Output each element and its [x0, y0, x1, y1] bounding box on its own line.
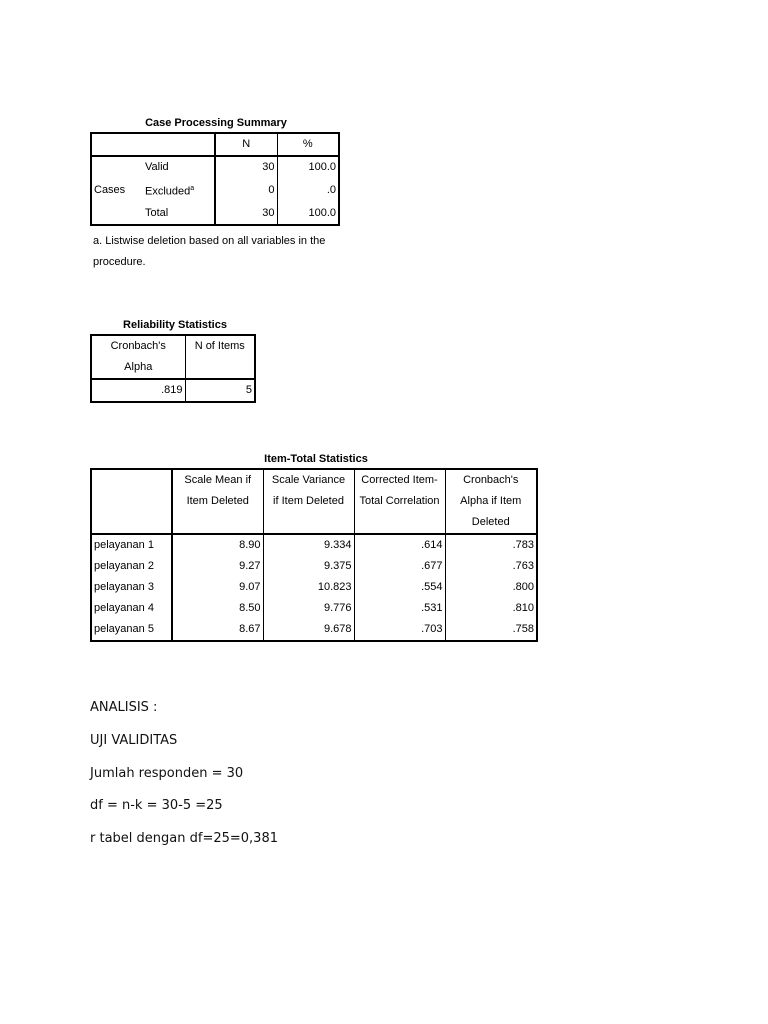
cell-correlation: .554 — [354, 577, 445, 598]
reliability-title: Reliability Statistics — [123, 319, 227, 331]
cell-alpha: .763 — [512, 560, 534, 572]
cell-percent: 100.0 — [308, 206, 336, 219]
item-total-title: Item-Total Statistics — [264, 453, 368, 465]
col-header-percent: % — [302, 138, 313, 150]
table-row — [91, 156, 339, 178]
footnote-marker: a — [190, 185, 195, 192]
item-total-table — [90, 468, 538, 642]
cell-mean: 9.07 — [172, 577, 263, 598]
table-row — [91, 534, 537, 556]
cell-correlation: .703 — [354, 619, 445, 641]
col-header-scale-mean: Scale Mean if Item Deleted — [172, 469, 263, 534]
cell-percent: .0 — [326, 183, 336, 196]
analysis-df: df = n-k = 30-5 =25 — [90, 798, 223, 813]
cell-n: 30 — [215, 203, 277, 225]
row-label: Total — [143, 203, 215, 225]
table-row — [91, 619, 537, 641]
row-label: pelayanan 5 — [91, 619, 172, 641]
row-label: Valid — [143, 156, 215, 178]
table-row — [91, 379, 255, 402]
row-label: Excluded$^a$ — [143, 178, 215, 203]
cell-variance: 9.334 — [263, 534, 354, 556]
table-row — [91, 577, 537, 598]
case-processing-footnote: a. Listwise deletion based on all variables in the procedure. — [93, 235, 326, 268]
cell-mean: 8.67 — [172, 619, 263, 641]
cell-correlation: .531 — [354, 598, 445, 619]
table-row — [91, 556, 537, 577]
cell-mean: 8.90 — [172, 534, 263, 556]
cell-alpha: .819 — [91, 379, 185, 402]
cell-variance: 9.776 — [263, 598, 354, 619]
cell-alpha: .783 — [512, 539, 534, 551]
case-processing-table — [90, 132, 340, 226]
cell-variance: 9.678 — [263, 619, 354, 641]
row-label: pelayanan 3 — [91, 577, 172, 598]
cell-correlation: .614 — [354, 534, 445, 556]
analysis-heading: ANALISIS : — [90, 700, 158, 715]
table-row — [91, 598, 537, 619]
col-header-alpha-if-deleted: Cronbach's Alpha if Item Deleted — [460, 474, 522, 528]
analysis-respondents: Jumlah responden = 30 — [90, 766, 244, 781]
row-label: pelayanan 1 — [91, 534, 172, 556]
cell-mean: 9.27 — [172, 556, 263, 577]
col-header-n-items: N of Items — [194, 340, 245, 352]
cell-mean: 8.50 — [172, 598, 263, 619]
col-header-scale-variance: Scale Variance if Item Deleted — [263, 469, 354, 534]
cell-variance: 9.375 — [263, 556, 354, 577]
cell-percent: 100.0 — [308, 161, 336, 173]
cell-correlation: .677 — [354, 556, 445, 577]
cell-n: 0 — [215, 178, 277, 203]
col-header-n: N — [215, 133, 277, 156]
cell-alpha: .810 — [512, 602, 534, 614]
row-label: pelayanan 2 — [91, 556, 172, 577]
reliability-table — [90, 334, 256, 403]
analysis-subheading: UJI VALIDITAS — [90, 733, 178, 748]
col-header-alpha: Cronbach's Alpha — [91, 335, 185, 379]
case-processing-title: Case Processing Summary — [145, 117, 287, 129]
cell-variance: 10.823 — [263, 577, 354, 598]
cell-n: 30 — [215, 156, 277, 178]
row-label: pelayanan 4 — [91, 598, 172, 619]
col-header-corrected-correlation: Corrected Item- Total Correlation — [354, 469, 445, 534]
cell-alpha: .800 — [512, 581, 534, 593]
analysis-r-table: r tabel dengan df=25=0,381 — [90, 831, 278, 846]
cell-alpha: .758 — [512, 623, 534, 635]
cell-n-items: 5 — [245, 384, 252, 396]
row-group-label: Cases — [94, 183, 126, 196]
